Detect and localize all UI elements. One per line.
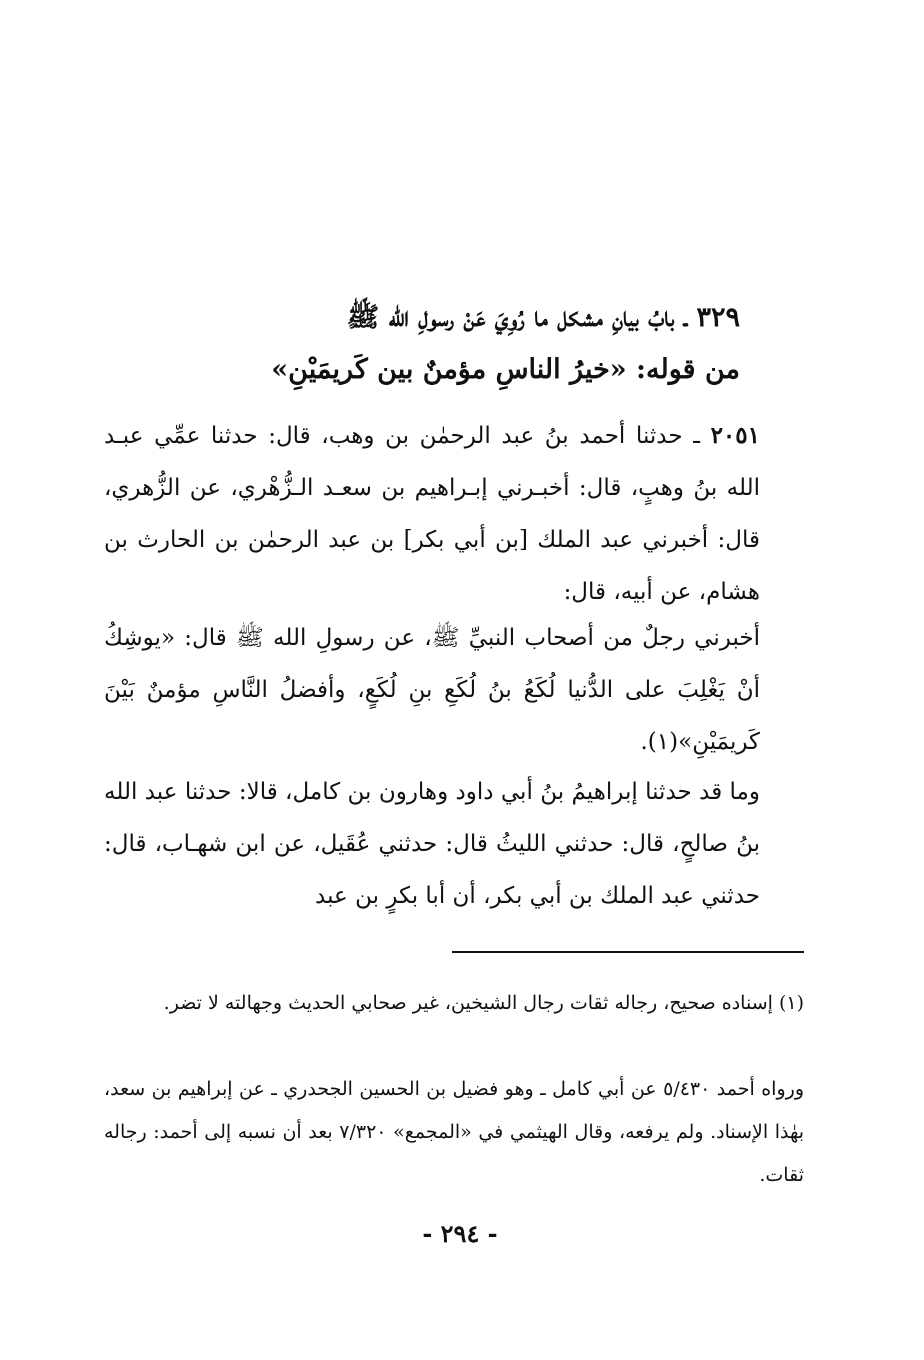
- footnote-divider: [452, 951, 804, 953]
- chapter-title: ٣٢٩ ـ بابُ بيانِ مشكل ما رُوِيَ عَنْ رسولِ الله ﷺ: [346, 302, 740, 333]
- hadith-isnad-paragraph: [104, 410, 760, 618]
- footnote-1: (١) إسناده صحيح، رجاله ثقات رجال الشيخين، غير صحابي الحديث وجهالته لا تضر.: [163, 992, 804, 1014]
- hadith-isnad-text: ـ حدثنا أحمد بنُ عبد الرحمٰن بن وهب، قال: حدثنا عمِّي عبـد الله بنُ وهبٍ، قال: أخبـرني إبـراهيم بن سعـد الـزُّهْري، عن الزُّهري، قال: أخبرني عبد الملك [بن أبي بكر] بن عبد الرحمٰن بن الحارث بن هشام، عن أبيه، قال:: [104, 423, 760, 605]
- footnote-1-continued: ورواه أحمد ٥/٤٣٠ عن أبي كامل ـ وهو فضيل بن الحسين الجحدري ـ عن إبراهيم بن سعد، بهٰذا الإسناد. ولم يرفعه، وقال الهيثمي في «المجمع» ٧/٣٢٠ بعد أن نسبه إلى أحمد: رجاله ثقات.: [104, 1078, 805, 1186]
- hadith-number: ٢٠٥١: [710, 422, 760, 449]
- page-number: - ٢٩٤ -: [422, 1219, 498, 1248]
- hadith-matn-paragraph: أخبرني رجلٌ من أصحاب النبيِّ ﷺ، عن رسولِ الله ﷺ قال: «يوشِكُ أنْ يَغْلِبَ على الدُّنيا لُكَعُ بنُ لُكَعِ بنِ لُكَعٍ، وأفضلُ النَّاسِ مؤمنٌ بَيْنَ كَريمَيْنِ»(١).: [104, 625, 760, 755]
- second-chain-paragraph: وما قد حدثنا إبراهيمُ بنُ أبي داود وهارون بن كامل، قالا: حدثنا عبد الله بنُ صالحٍ، قال: حدثني الليثُ قال: حدثني عُقَيل، عن ابن شهـاب، قال: حدثني عبد الملك بن أبي بكر، أن أبا بكرٍ بن عبد: [104, 779, 760, 909]
- chapter-subtitle: من قوله: «خيرُ الناسِ مؤمنٌ بين كَريمَيْنِ»: [271, 354, 740, 385]
